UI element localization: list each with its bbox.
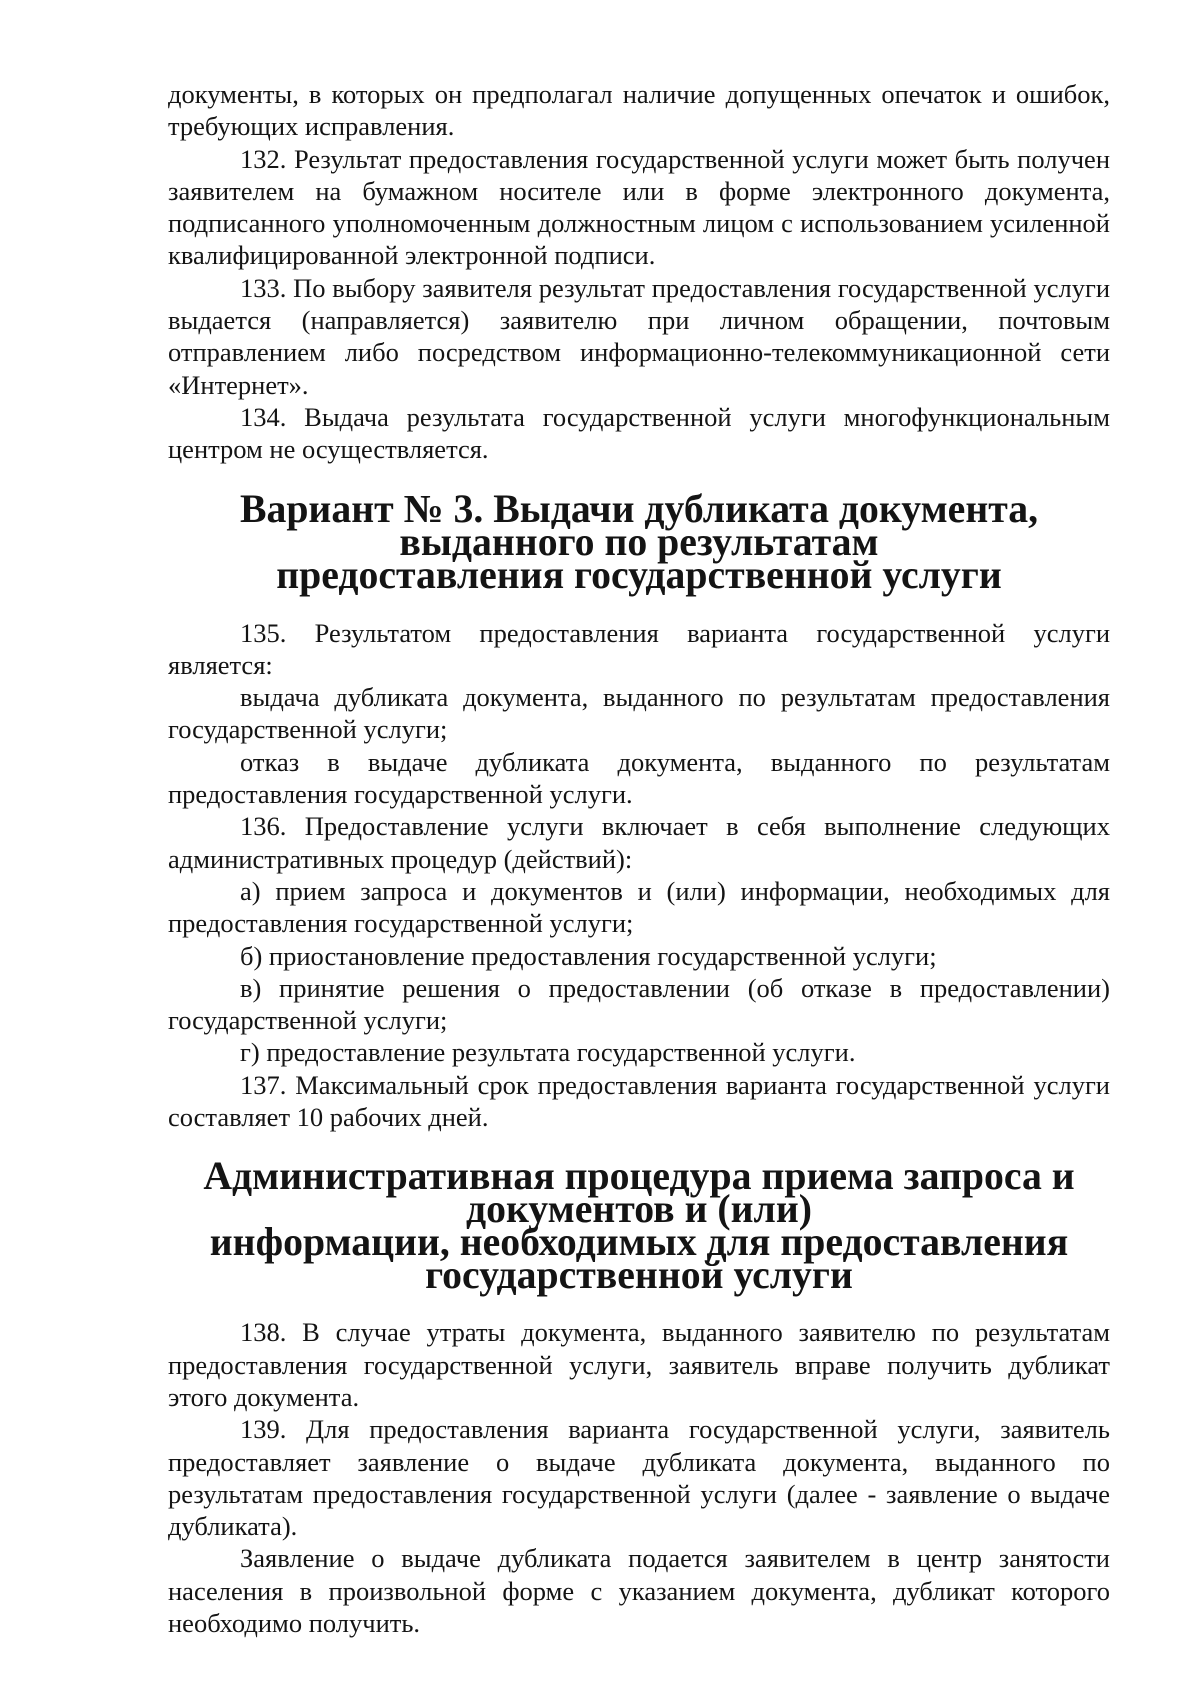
heading-line: Вариант № 3. Выдачи дубликата документа, выданного по результатам [239,486,1039,564]
paragraph-136-item-c: в) принятие решения о предоставлении (об отказе в предоставлении) государственной услуги; [168,972,1110,1036]
section-heading-admin-procedure [168,1154,1110,1298]
paragraph-136-item-b: б) приостановление предоставления государственной услуги; [240,940,937,971]
paragraph-132: 132. Результат предоставления государственной услуги может быть получен заявителем на бумажном носителе или в форме электронного документа, подписанного уполномоченным должностным лицом с использованием усиленной квалифицированной электронной подписи. [168,143,1110,271]
paragraph-139: 139. Для предоставления варианта государственной услуги, заявитель предоставляет заявление о выдаче дубликата документа, выданного по результатам предоставления государственной услуги (далее - заявление о выдаче дубликата). [168,1414,1110,1542]
paragraph-continuation: документы, в которых он предполагал наличие допущенных опечаток и ошибок, требующих исправления. [168,79,1110,142]
paragraph-136-item-a: а) прием запроса и документов и (или) информации, необходимых для предоставления государственной услуги; [168,875,1110,939]
heading-line: Административная процедура приема запроса и документов и (или) [203,1154,1075,1232]
paragraph-135-item-refusal: отказ в выдаче дубликата документа, выданного по результатам предоставления государственной услуги. [168,746,1110,810]
document-page [168,78,1110,1639]
paragraph-137: 137. Максимальный срок предоставления варианта государственной услуги составляет 10 рабочих дней. [168,1069,1110,1133]
paragraph-133: 133. По выбору заявителя результат предоставления государственной услуги выдается (направляется) заявителю при личном обращении, почтовым отправлением либо посредством информационно-телекоммуникационной сети «Интернет». [168,272,1110,400]
paragraph-134: 134. Выдача результата государственной услуги многофункциональным центром не осуществляется. [168,401,1110,465]
paragraph-135: 135. Результатом предоставления варианта государственной услуги является: [168,617,1110,680]
heading-line: информации, необходимых для предоставления государственной услуги [209,1220,1069,1298]
paragraph-138: 138. В случае утраты документа, выданного заявителю по результатам предоставления государственной услуги, заявитель вправе получить дубликат этого документа. [168,1317,1110,1412]
paragraph-136-item-d: г) предоставление результата государственной услуги. [240,1037,856,1068]
paragraph-139-application: Заявление о выдаче дубликата подается заявителем в центр занятости населения в произвольной форме с указанием документа, дубликат которого необходимо получить. [168,1543,1110,1638]
heading-line: предоставления государственной услуги [276,552,1002,597]
section-heading-variant-3 [168,486,1110,597]
paragraph-136: 136. Предоставление услуги включает в себя выполнение следующих административных процедур (действий): [168,811,1110,874]
paragraph-135-item-issue: выдача дубликата документа, выданного по результатам предоставления государственной услуги; [168,682,1110,745]
